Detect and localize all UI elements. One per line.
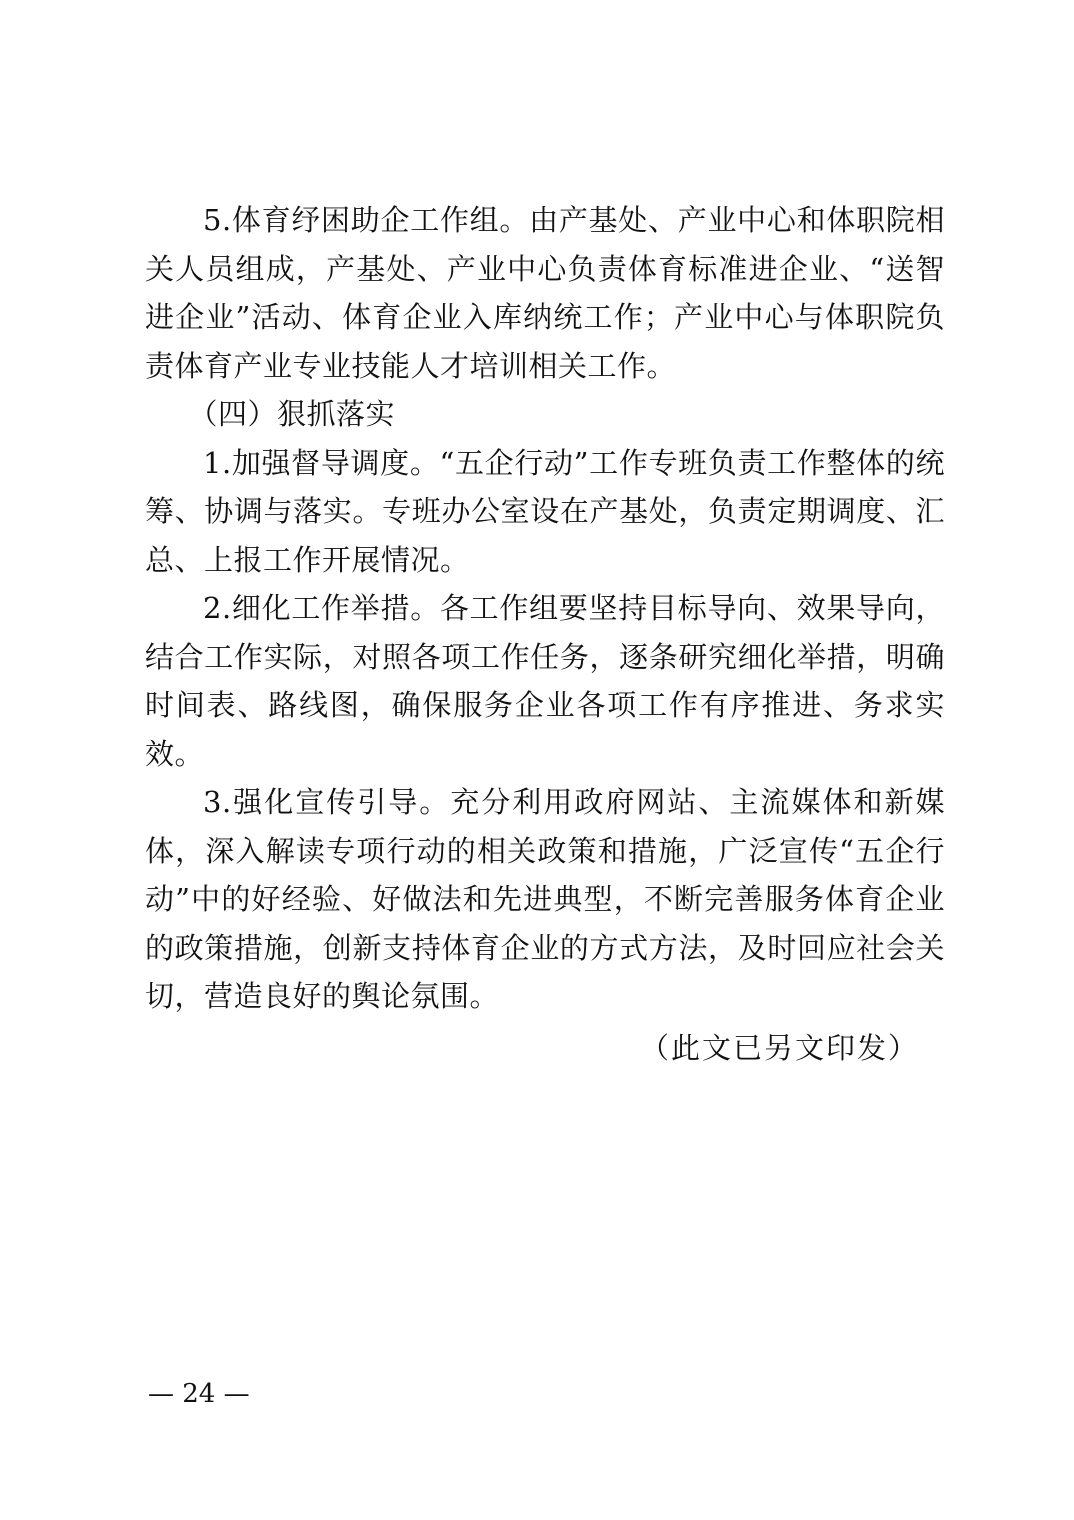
paragraph-working-group-5: 5.体育纾困助企工作组。由产基处、产业中心和体职院相关人员组成，产基处、产业中心负责体育标准进企业、“送智进企业”活动、体育企业入库纳统工作；产业中心与体职院负责体育产业专业技能人才培训相关工作。 xyxy=(145,203,945,383)
paragraph-publicity: 3.强化宣传引导。充分利用政府网站、主流媒体和新媒体，深入解读专项行动的相关政策和措施，广泛宣传“五企行动”中的好经验、好做法和先进典型，不断完善服务体育企业的政策措施，创新支持体育企业的方式方法，及时回应社会关切，营造良好的舆论氛围。 xyxy=(145,785,945,1013)
closing-note: （此文已另文印发） xyxy=(640,1031,920,1065)
paragraph-refine-measures: 2.细化工作举措。各工作组要坚持目标导向、效果导向，结合工作实际，对照各项工作任务，逐条研究细化举措，明确时间表、路线图，确保服务企业各项工作有序推进、务求实效。 xyxy=(145,591,945,771)
section-heading: （四）狠抓落实 xyxy=(188,397,396,431)
page-number: — 24 — xyxy=(148,1379,250,1409)
document-body xyxy=(145,196,945,1021)
paragraph-supervision: 1.加强督导调度。“五企行动”工作专班负责工作整体的统筹、协调与落实。专班办公室设在产基处，负责定期调度、汇总、上报工作开展情况。 xyxy=(145,445,945,577)
